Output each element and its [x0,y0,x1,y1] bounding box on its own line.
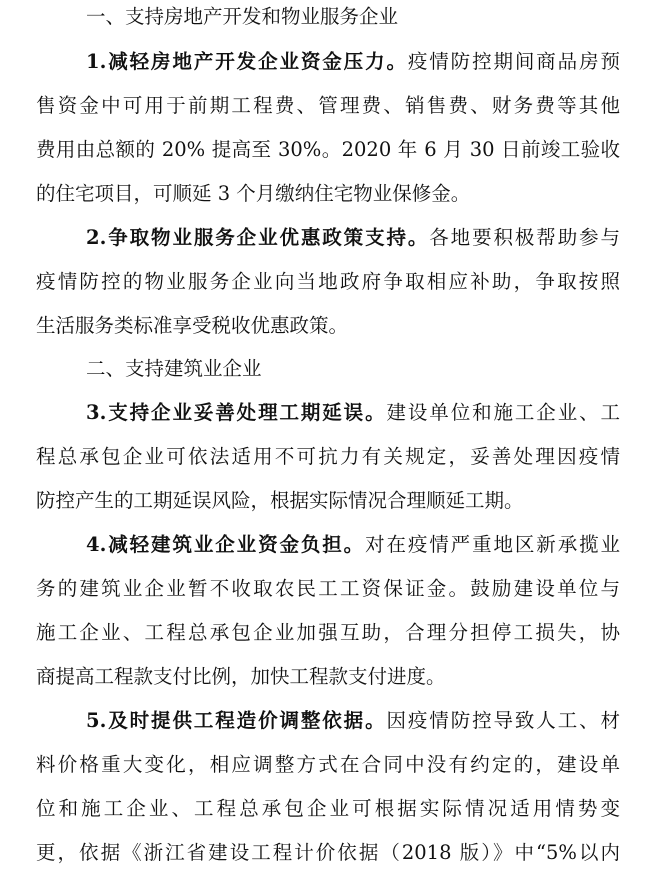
item-4-line-1 [86,530,620,560]
item-4-line-3: 施工企业、工程总承包企业加强互助，合理分担停工损失，协 [36,621,620,644]
item-1-line-1 [86,47,620,77]
item-2-line-3: 生活服务类标准享受税收优惠政策。 [36,314,349,337]
item-5-line-2: 料价格重大变化，相应调整方式在合同中没有约定的，建设单 [36,753,620,776]
item-1-line-4: 的住宅项目，可顺延 3 个月缴纳住宅物业保修金。 [36,182,471,205]
item-5-title: 5.及时提供工程造价调整依据。 [86,709,387,732]
item-4-line-4: 商提高工程款支付比例，加快工程款支付进度。 [36,665,446,688]
item-3-title: 3.支持企业妥善处理工期延误。 [86,401,387,424]
item-2-line-1 [86,223,620,253]
item-3-line-2: 程总承包企业可依法适用不可抗力有关规定，妥善处理因疫情 [36,445,620,468]
item-2-title: 2.争取物业服务企业优惠政策支持。 [86,226,430,249]
item-1-title: 1.减轻房地产开发企业资金压力。 [86,50,408,73]
item-5-text: 因疫情防控导致人工、材 [386,709,620,732]
item-1-line-2: 售资金中可用于前期工程费、管理费、销售费、财务费等其他 [36,94,620,117]
item-3-line-1 [86,398,620,428]
item-4-title: 4.减轻建筑业企业资金负担。 [86,533,366,556]
item-3-line-3: 防控产生的工期延误风险，根据实际情况合理顺延工期。 [36,489,524,512]
item-4-line-2: 务的建筑业企业暂不收取农民工工资保证金。鼓励建设单位与 [36,577,620,600]
item-2-line-2: 疫情防控的物业服务企业向当地政府争取相应补助，争取按照 [36,270,620,293]
item-1-text: 疫情防控期间商品房预 [407,50,620,73]
section-heading-2: 二、支持建筑业企业 [86,357,262,380]
item-3-text: 建设单位和施工企业、工 [386,401,620,424]
item-4-text: 对在疫情严重地区新承揽业 [365,533,620,556]
item-5-line-1 [86,706,620,736]
item-5-line-3: 位和施工企业、工程总承包企业可根据实际情况适用情势变 [36,797,620,820]
item-1-line-3: 费用由总额的 20% 提高至 30%。2020 年 6 月 30 日前竣工验收 [36,138,620,161]
section-heading-1: 一、支持房地产开发和物业服务企业 [86,5,399,28]
item-5-line-4: 更，依据《浙江省建设工程计价依据（2018 版）》中“5%以内 [36,841,620,864]
item-2-text: 各地要积极帮助参与 [429,226,620,249]
